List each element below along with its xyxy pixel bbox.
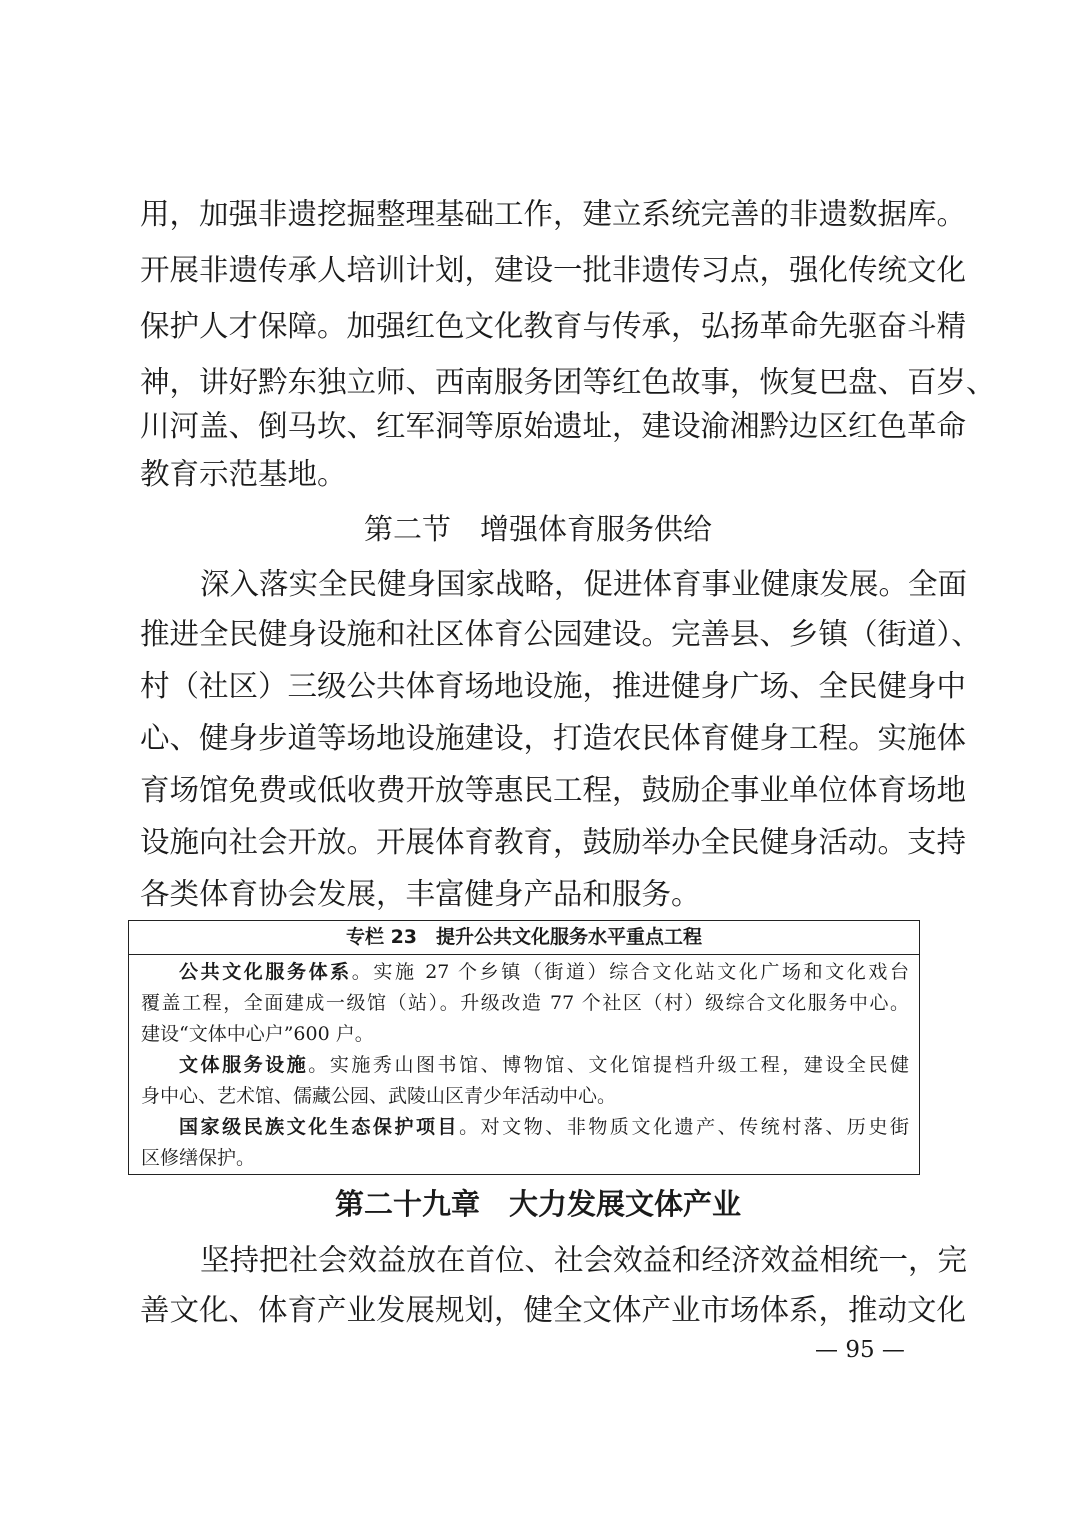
paragraph-line: 育场馆免费或低收费开放等惠民工程，鼓励企事业单位体育场地 [140,773,967,807]
feature-column-box [128,920,920,1175]
box-item-text: 。对文物、非物质文化遗产、传统村落、历史街 [459,1116,909,1138]
box-line [141,957,909,988]
box-line: 区修缮保护。 [141,1147,256,1169]
box-line: 建设“文体中心户”600 户。 [141,1023,374,1045]
box-title: 专栏 23 提升公共文化服务水平重点工程 [129,921,919,955]
paragraph-line: 开展非遗传承人培训计划，建设一批非遗传习点，强化传统文化 [140,253,967,287]
paragraph-line: 用，加强非遗挖掘整理基础工作，建立系统完善的非遗数据库。 [140,197,967,231]
section-title: 第二节 增强体育服务供给 [363,512,712,546]
paragraph-line: 神，讲好黔东独立师、西南服务团等红色故事，恢复巴盘、百岁、 [140,365,996,399]
paragraph-line: 教育示范基地。 [140,457,347,491]
paragraph-line: 川河盖、倒马坎、红军洞等原始遗址，建设渝湘黔边区红色革命 [140,409,967,443]
box-item-text: 。实施秀山图书馆、博物馆、文化馆提档升级工程，建设全民健 [308,1054,909,1076]
page-number: — 95 — [815,1337,905,1363]
box-line: 覆盖工程，全面建成一级馆（站）。升级改造 77 个社区（村）级综合文化服务中心。 [141,992,909,1014]
box-item-text: 。实施 27 个乡镇（街道）综合文化站文化广场和文化戏台 [351,961,909,983]
box-item-label: 文体服务设施 [179,1054,309,1076]
box-item-label: 公共文化服务体系 [179,961,352,983]
paragraph-line: 坚持把社会效益放在首位、社会效益和经济效益相统一，完 [200,1243,968,1277]
box-line: 身中心、艺术馆、儒藏公园、武陵山区青少年活动中心。 [141,1085,617,1107]
box-line [141,1112,909,1143]
paragraph-line: 保护人才保障。加强红色文化教育与传承，弘扬革命先驱奋斗精 [140,309,967,343]
box-item-label: 国家级民族文化生态保护项目 [179,1116,460,1138]
box-line [141,1050,909,1081]
paragraph-line: 心、健身步道等场地设施建设，打造农民体育健身工程。实施体 [140,721,967,755]
paragraph-line: 村（社区）三级公共体育场地设施，推进健身广场、全民健身中 [140,669,967,703]
paragraph-line: 推进全民健身设施和社区体育公园建设。完善县、乡镇（街道）、 [140,617,981,651]
paragraph-line: 深入落实全民健身国家战略，促进体育事业健康发展。全面 [200,567,968,601]
paragraph-line: 设施向社会开放。开展体育教育，鼓励举办全民健身活动。支持 [140,825,967,859]
paragraph-line: 各类体育协会发展，丰富健身产品和服务。 [140,877,701,911]
paragraph-line: 善文化、体育产业发展规划，健全文体产业市场体系，推动文化 [140,1293,967,1327]
chapter-title: 第二十九章 大力发展文体产业 [334,1187,741,1221]
